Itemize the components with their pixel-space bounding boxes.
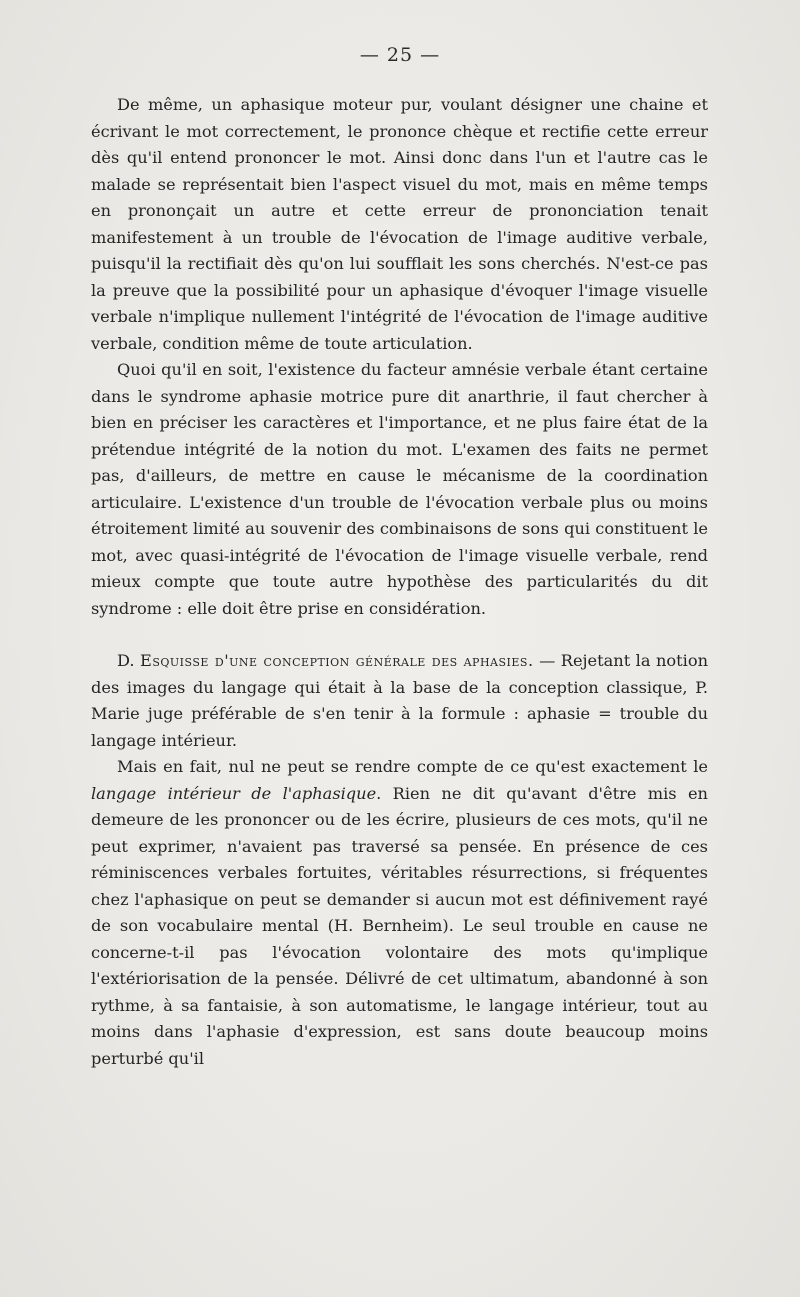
paragraph-1: De même, un aphasique moteur pur, voulant désigner une chaine et écrivant le mot correctement, le prononce chèque et rectifie cette erreur dès qu'il entend prononcer le mot. Ainsi donc dans l'un et l'autre cas le malade se représentait bien l'aspect visuel du mot, mais en même temps en prononçait un autre et cette erreur de prononciation tenait manifestement à un trouble de l'évocation de l'image auditive verbale, puisqu'il la rectifiait dès qu'on lui soufflait les sons cherchés. N'est-ce pas la preuve que la possibilité pour un aphasique d'évoquer l'image visuelle verbale n'implique nullement l'intégrité de l'évocation de l'image auditive verbale, condition même de toute articulation. bbox=[91, 95, 708, 353]
paragraph-last-before: Mais en fait, nul ne peut se rendre compte de ce qu'est exactement le bbox=[117, 757, 708, 776]
paragraph-last-after: . Rien ne dit qu'avant d'être mis en demeure de les prononcer ou de les écrire, plusieurs de ces mots, qu'il ne peut exprimer, n'avaient pas traversé sa pensée. En présence de ces réminiscences verbales fortuites, véritables résurrections, si fréquentes chez l'aphasique on peut se demander si aucun mot est définivement rayé de son vocabulaire mental (H. Bernheim). Le seul trouble en cause ne concerne-t-il pas l'évocation volontaire des mots qu'implique l'extériorisation de la pensée. Délivré de cet ultimatum, abandonné à son rythme, à sa fantaisie, à son automatisme, le langage intérieur, tout au moins dans l'aphasie d'expression, est sans doute beaucoup moins perturbé qu'il bbox=[91, 783, 708, 1068]
section-heading: Esquisse d'une conception générale des aphasies. bbox=[140, 651, 534, 670]
section-text: Rejetant la notion des images du langage qui était à la base de la conception classique, P. Marie juge préférable de s'en tenir à la formule : aphasie = trouble du langage intérieur. bbox=[91, 651, 708, 750]
page-number: — 25 — bbox=[359, 44, 441, 66]
section-d-paragraph bbox=[91, 648, 708, 754]
paragraph-2: Quoi qu'il en soit, l'existence du facteur amnésie verbale étant certaine dans le syndrome aphasie motrice pure dit anarthrie, il faut chercher à bien en préciser les caractères et l'importance, et ne plus faire état de la prétendue intégrité de la notion du mot. L'examen des faits ne permet pas, d'ailleurs, de mettre en cause le mécanisme de la coordination articulaire. L'existence d'un trouble de l'évocation verbale plus ou moins étroitement limité au souvenir des combinaisons de sons qui constituent le mot, avec quasi-intégrité de l'évocation de l'image visuelle verbale, rend mieux compte que toute autre hypothèse des particularités du dit syndrome : elle doit être prise en considération. bbox=[91, 360, 708, 618]
paragraph-last-italic: langage intérieur de l'aphasique bbox=[91, 783, 377, 803]
body-text bbox=[91, 92, 708, 1072]
paragraph-last bbox=[91, 754, 708, 1072]
section-dash: — bbox=[539, 651, 556, 670]
section-letter: D. bbox=[117, 651, 135, 670]
